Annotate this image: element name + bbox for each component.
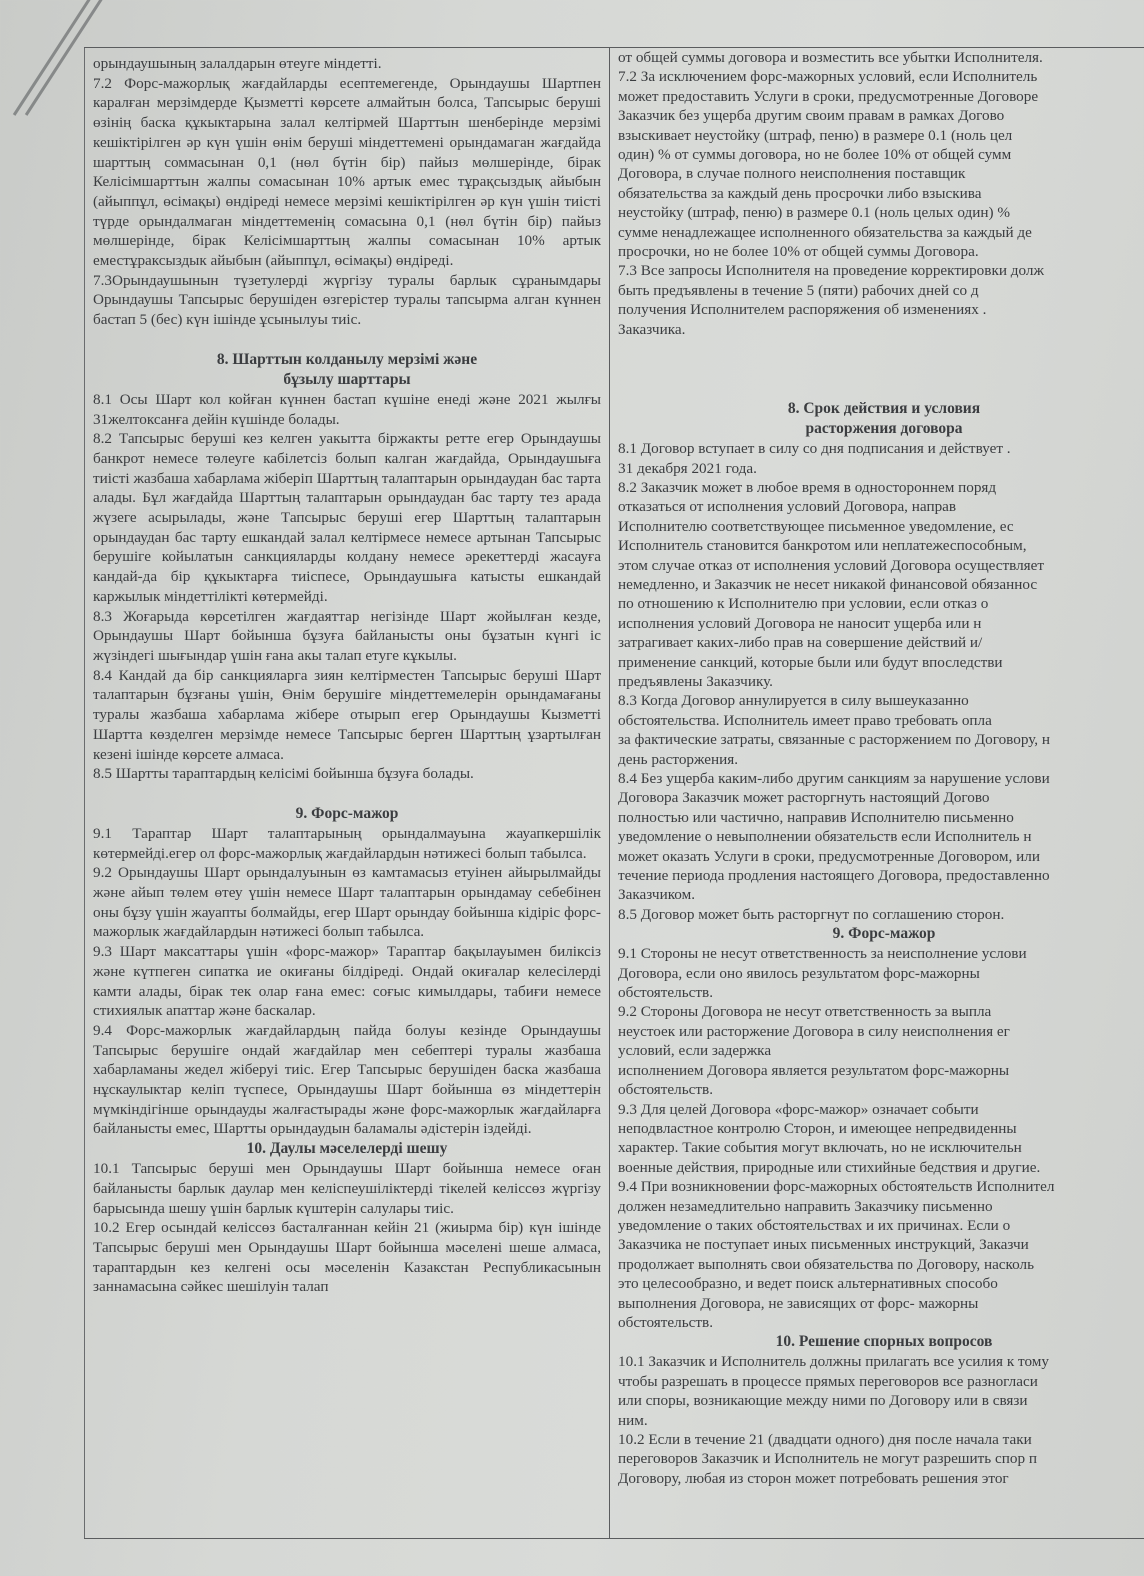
- clause-text: 9.1 Тараптар Шарт талаптарының орындалмауына жауапкершілік көтермейді.егер ол форс-мажорлық жағдайлардын нәтижесі болып табылса.: [93, 824, 601, 862]
- clause-text: неподвластное контролю Сторон, и имеющее непредвиденны: [618, 1119, 1017, 1137]
- clause-text: Договора, в случае полного неисполнения поставщик: [618, 165, 966, 183]
- clause-text: должен незамедлительно направить Заказчику письменно: [618, 1197, 993, 1215]
- clause-text: Исполнителю соответствующее письменное уведомление, ес: [618, 517, 1014, 535]
- section-heading: 10. Даулы мәселелерді шешу: [246, 1140, 448, 1158]
- clause-text: условий, если задержка: [618, 1042, 772, 1060]
- section-heading: расторжения договора: [805, 420, 963, 438]
- clause-text: 10.1 Тапсырыс беруші мен Орындаушы Шарт бойынша немесе оған байланысты барлык даулар мен келіспеушіліктерді тікелей келіссөз жүргізу барысында шешу үшін барлык күштерін салулары тиіс.: [93, 1160, 601, 1217]
- clause-text: просрочки, но не более 10% от общей суммы Договора.: [618, 243, 979, 261]
- clause-text: это целесообразно, и ведет поиск альтернативных способо: [618, 1275, 998, 1293]
- clause-text: по отношению к Исполнителю при условии, если отказ о: [618, 595, 989, 613]
- clause-text: орындаушының залалдарын өтеуге міндетті.: [93, 55, 382, 72]
- clause-text: отказаться от исполнения условий Договора, направ: [618, 498, 957, 516]
- clause-text: предъявлены Заказчику.: [618, 672, 773, 690]
- clause-text: течение периода продления настоящего Договора, предоставленно: [618, 867, 1050, 885]
- clause-text: 9.4 Форс-мажорлык жағдайлардың пайда болуы кезінде Орындаушы Тапсырыс берушіге ондай жағдайлар мен себептері туралы жазбаша хабарламаны жедел жіберуі тиіс. Егер Тапсырыс берушіден баска жазбаша нұскаулыктар келіп түспесе, Орындаушы Шарт бойынша өз міндеттерін мүмкіндігінше орындауды жалғастырады және форс-мажорлык жағдайларға байланысты емес, Шартты орындаудын баламалы әдістерін іздейді.: [93, 1021, 601, 1138]
- clause-text: полностью или частично, направив Исполнителю письменно: [618, 808, 1014, 826]
- clause-text: переговоров Заказчик и Исполнитель не могут разрешить спор п: [618, 1450, 1037, 1468]
- clause-text: может предоставить Услуги в сроки, предусмотренные Договоре: [618, 87, 1039, 105]
- clause-text: применение санкций, которые были или будут впоследстви: [618, 653, 1003, 671]
- clause-text: 9.2 Стороны Договора не несут ответственность за выпла: [618, 1003, 992, 1021]
- section-heading: 8. Срок действия и условия: [787, 400, 981, 418]
- kazakh-column: [84, 48, 610, 1538]
- clause-text: 8.4 Кандай да бір санкцияларга зиян келтірместен Тапсырыс беруші Шарт талаптарын бұзғаны үшін, Өнім берушіге міндеттемелерін орындамағаны туралы жазбаша хабарлама жібере отырып егер Орындаушы Кызметті Шартта көзделген мерзімде немесе Тапсырыс берген Шарттың ұзартылған кезені ішінде көрсете алмаса.: [93, 666, 601, 763]
- clause-text: обстоятельств.: [618, 984, 714, 1002]
- clause-text: 8.1 Договор вступает в силу со дня подписания и действует .: [618, 440, 1011, 458]
- clause-text: 9.2 Орындаушы Шарт орындалуынын өз камтамасыз етуінен айырылмайды және айып төлем өтеу үшін немесе Шарт талаптарын орындамау себебінен оны бұзу үшін жауапты болмайды, егер Шарт орындау бойынша кідіріс форс-мажорлык жағдайлардын нәтижесі болып табылса.: [93, 864, 601, 941]
- russian-column: [610, 48, 1144, 1538]
- clause-text: Заказчика не поступает иных письменных инструкций, Заказчи: [618, 1236, 1029, 1254]
- clause-text: взыскивает неустойку (штраф, пеню) в размере 0.1 (ноль цел: [618, 126, 1013, 144]
- section-heading: бұзылу шарттары: [283, 370, 411, 388]
- clause-text: чтобы разрешать в процессе прямых переговоров все разногласи: [618, 1372, 1038, 1390]
- clause-text: Заказчика.: [618, 320, 686, 338]
- clause-text: 8.3 Жоғарыда көрсетілген жағдаяттар негізінде Шарт жойылған кезде, Орындаушы Шарт бойынша бұзуға байланысты оны бұзатын күнгі іс жүзіндегі шығындар үшін ғана акы талап етуге кұкылы.: [93, 607, 601, 664]
- clause-text: 8.1 Осы Шарт кол койған күннен бастап күшіне енеді және 2021 жылғы 31желтоксанға дейін күшінде болады.: [93, 390, 601, 428]
- clause-text: военные действия, природные или стихийные бедствия и другие.: [618, 1158, 1041, 1176]
- clause-text: затрагивает каких-либо прав на совершение действий и/: [618, 634, 983, 652]
- clause-text: от общей суммы договора и возместить все убытки Исполнителя.: [618, 49, 1043, 66]
- clause-text: неустойку (штраф, пеню) в размере 0.1 (ноль целых один) %: [618, 204, 1010, 222]
- clause-text: 9.1 Стороны не несут ответственность за неисполнение услови: [618, 945, 1027, 963]
- clause-text: уведомление о таких обстоятельствах и их причинах. Если о: [618, 1216, 1011, 1234]
- spacer: [93, 784, 601, 804]
- clause-text: немедленно, и Заказчик не несет никакой финансовой обязаннос: [618, 575, 1038, 593]
- clause-text: Договору, любая из сторон может потребовать решения этог: [618, 1469, 1009, 1487]
- clause-text: 7.2 За исключением форс-мажорных условий, если Исполнитель: [618, 68, 1038, 86]
- section-heading: 10. Решение спорных вопросов: [775, 1333, 993, 1351]
- clause-text: обстоятельств.: [618, 1081, 714, 1099]
- section-heading: 8. Шарттын колданылу мерзімі және: [216, 350, 478, 368]
- clause-text: выполнения Договора, не зависящих от форс- мажорны: [618, 1294, 979, 1312]
- clause-text: или споры, возникающие между ними по Договору или в связи: [618, 1392, 1028, 1410]
- clause-text: исполнения условий Договора не наносит ущерба или н: [618, 614, 982, 632]
- clause-text: Заказчик без ущерба другим своим правам в рамках Догово: [618, 107, 1005, 125]
- clause-text: 9.4 При возникновении форс-мажорных обстоятельств Исполнител: [618, 1178, 1055, 1196]
- clause-text: 8.3 Когда Договор аннулируется в силу вышеуказанно: [618, 692, 969, 710]
- clause-text: один) % от суммы договора, но не более 10% от общей сумм: [618, 146, 1012, 164]
- clause-text: день расторжения.: [618, 750, 739, 768]
- clause-text: 8.5 Договор может быть расторгнут по соглашению сторон.: [618, 905, 1005, 923]
- clause-text: 10.2 Егер осындай келіссөз басталғаннан кейін 21 (жиырма бір) күн ішінде Тапсырыс беруші мен Орындаушы Шарт бойынша мәселені шеше алмаса, тараптардын кез келгені осы мәселенін Казакстан Республикасынын заннамасына сәйкес шешілуін талап: [93, 1219, 601, 1296]
- clause-text: Договора Заказчик может расторгнуть настоящий Догово: [618, 789, 990, 807]
- spacer: [618, 339, 1144, 359]
- section-heading: 9. Форс-мажор: [295, 804, 399, 822]
- contract-table: [84, 47, 1144, 1539]
- clause-text: 7.2 Форс-мажорлық жағдайларды есептемегенде, Орындаушы Шартпен каралған мерзімдерде Қызметті көрсете алмайтын болса, Тапсырыс беруші өзінің баска құкыктарына залал келтірмей Шарттын шенберінде мерзімі кешіктірілген әр күн үшін өнім беруші міндеттемені орындамаган жағдайда шарттың соммасынан 0,1 (нөл бүтін бір) пайыз мөлшерінде, бірак Келісімшарттын жалпы сомасынан 10% артык емес тұрақсыздық айыбын (айыппұл, өсімақы) өндіреді немесе мерзімі кешіктірілген әр күн үшін тиісті түрде орындалмаган міндеттеменің сомасына 0,1 (нөл бүтін бір) пайыз мөлшерінде, бірак Келісімшарттың жалпы сомасынан 10% артык еместұраксыздык айыбын (айыппұл, өсімақы) өндіреді.: [93, 74, 601, 270]
- clause-text: 8.4 Без ущерба каким-либо другим санкциям за нарушение услови: [618, 770, 1050, 787]
- clause-text: 8.2 Тапсырыс беруші кез келген уакытта біржакты ретте егер Орындаушы банкрот немесе төлеуге кабілетсіз болып калган жағдайда, Орындаушыға тиісті жазбаша хабарлама жіберіп Шарттың талаптарын орындаудан бас тарта алады. Бұл жағдайда Шарттың талаптарын орындаудан бас тарту тез арада жүзеге асырылады, және Тапсырыс беруші егер Шарттың талаптарын орындаудан бас тарту ешкандай залал келтірмесе немесе артынан Тапсырыс берушіге койылатын санкцияларды колдану немесе әрекеттерді жасауға кандай-да бір құкыктарға тиіспесе, Орындаушыға катысты ешкандай каржылык міндеттілікті көтермейді.: [93, 430, 601, 605]
- clause-text: Заказчиком.: [618, 886, 696, 904]
- spacer: [93, 330, 601, 350]
- clause-text: может оказать Услуги в сроки, предусмотренные Договором, или: [618, 847, 1040, 865]
- clause-text: неустоек или расторжение Договора в силу неисполнения ег: [618, 1022, 1010, 1040]
- clause-text: обязательства за каждый день просрочки либо взыскива: [618, 184, 982, 202]
- clause-text: 7.3Орындаушынын түзетулерді жүргізу туралы барлык сұранымдары Орындаушы Тапсырыс берушіден өзгерістер туралы тапсырма алган күннен бастап 5 (бес) күн ішінде ұсынылуы тиіс.: [93, 271, 601, 329]
- clause-text: за фактические затраты, связанные с расторжением по Договору, н: [618, 731, 1051, 749]
- clause-text: сумме ненадлежащее исполненного обязательства за каждый де: [618, 223, 1032, 241]
- clause-text: 8.5 Шартты тараптардың келісімі бойынша бұзуға болады.: [93, 765, 474, 783]
- clause-text: Исполнитель становится банкротом или неплатежеспособным,: [618, 537, 1027, 555]
- clause-text: обстоятельства. Исполнитель имеет право требовать опла: [618, 711, 992, 729]
- clause-text: получения Исполнителем распоряжения об изменениях .: [618, 301, 987, 319]
- section-heading: 9. Форс-мажор: [832, 925, 936, 943]
- clause-text: этом случае отказ от исполнения условий Договора осуществляет: [618, 556, 1045, 574]
- clause-text: характер. Такие события могут включать, но не исключительн: [618, 1139, 1022, 1157]
- clause-text: 9.3 Для целей Договора «форс-мажор» означает событи: [618, 1100, 979, 1118]
- clause-text: продолжает выполнять свои обязательства по Договору, насколь: [618, 1255, 1035, 1273]
- clause-text: исполнением Договора является результатом форс-мажорны: [618, 1061, 1010, 1079]
- clause-text: Договора, если оно явилось результатом форс-мажорны: [618, 964, 980, 982]
- clause-text: ним.: [618, 1411, 648, 1429]
- clause-text: обстоятельств.: [618, 1313, 714, 1331]
- spacer: [618, 379, 1144, 399]
- clause-text: 7.3 Все запросы Исполнителя на проведение корректировки долж: [618, 262, 1044, 280]
- clause-text: уведомление о невыполнении обязательств если Исполнитель н: [618, 828, 1032, 846]
- clause-text: быть предъявлены в течение 5 (пяти) рабочих дней со д: [618, 281, 979, 299]
- clause-text: 9.3 Шарт максаттары үшін «форс-мажор» Тараптар бақылауымен биліксіз және күтпеген сипатка ие окиғаны білдіреді. Ондай окиғалар келесілерді камти алады, бірак тек олар ғана емес: соғыс кимылдары, табиғи немесе стихиялык апаттар және баскалар.: [93, 943, 601, 1020]
- clause-text: 8.2 Заказчик может в любое время в одностороннем поряд: [618, 478, 997, 496]
- clause-text: 10.2 Если в течение 21 (двадцати одного) дня после начала таки: [618, 1431, 1032, 1448]
- spacer: [618, 359, 1144, 379]
- clause-text: 31 декабря 2021 года.: [618, 459, 757, 477]
- clause-text: 10.1 Заказчик и Исполнитель должны прилагать все усилия к тому: [618, 1353, 1049, 1371]
